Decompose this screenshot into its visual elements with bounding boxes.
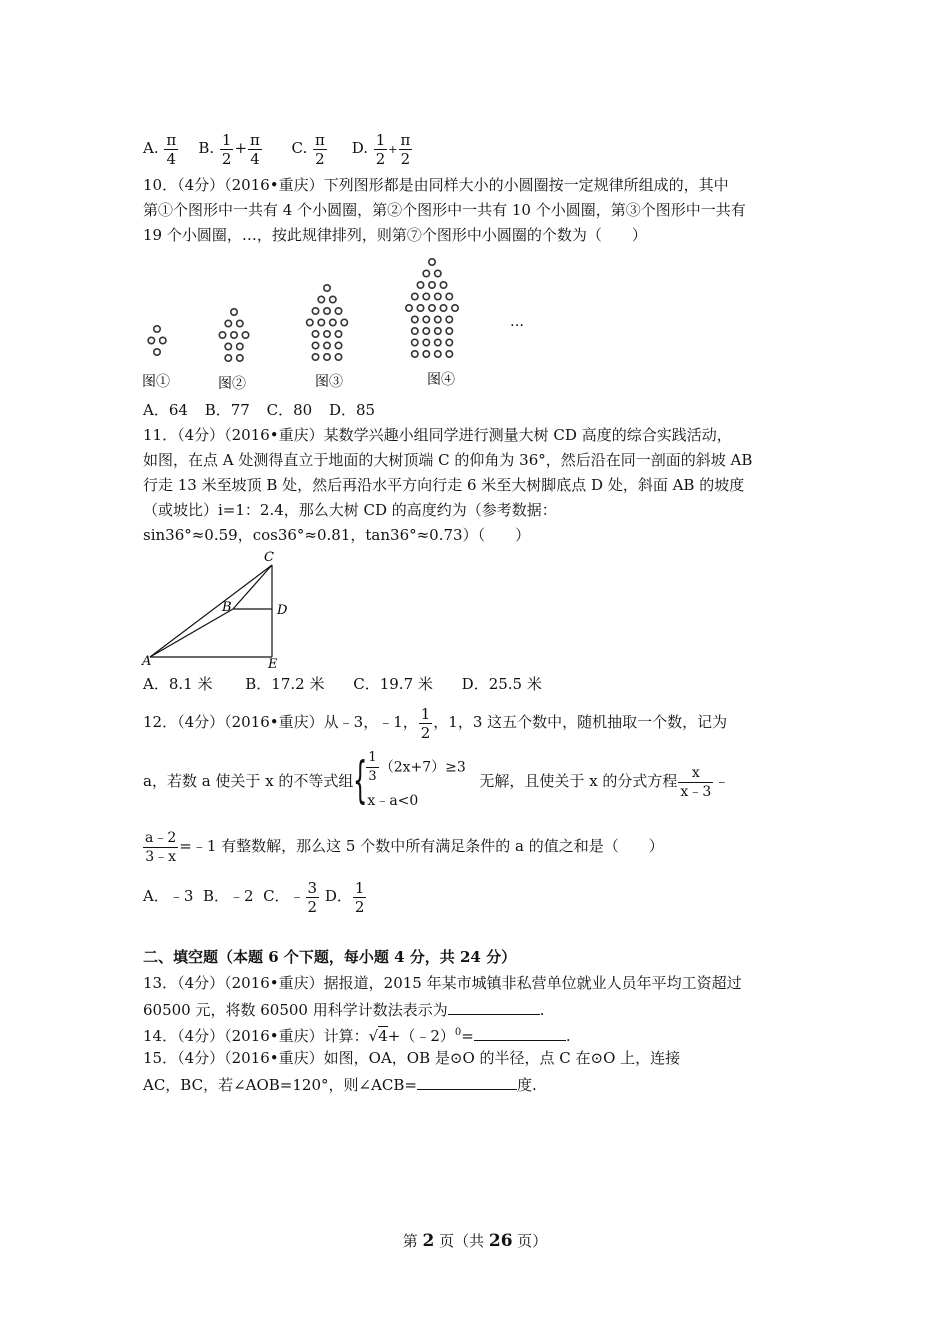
q11-point-E: E bbox=[268, 657, 278, 672]
q10-fig-label-2: 图② bbox=[218, 376, 246, 392]
q9-option-d-plus: + bbox=[388, 143, 398, 156]
q12-option-c-fraction: $\frac{3}{2}$ bbox=[307, 878, 318, 916]
pattern-circle-fig3 bbox=[324, 354, 330, 360]
pattern-circle-fig2 bbox=[231, 309, 237, 315]
pattern-circle-fig4 bbox=[435, 316, 441, 322]
pattern-circle-fig4 bbox=[429, 282, 435, 288]
q11-line-1: 11．（4分）（2016•重庆）某数学兴趣小组同学进行测量大树 CD 高度的综合实践活动， bbox=[143, 426, 732, 444]
pattern-circle-fig4 bbox=[412, 339, 418, 345]
pattern-circle-fig3 bbox=[318, 319, 324, 325]
q11-point-B: B bbox=[222, 600, 232, 615]
pattern-circle-fig1 bbox=[154, 349, 160, 355]
q12-brace: { bbox=[353, 751, 368, 809]
pattern-circle-fig4 bbox=[417, 282, 423, 288]
q10-option-c: C．80 bbox=[266, 401, 313, 419]
q11-point-A: A bbox=[142, 654, 152, 669]
q15-line-2-pre: AC，BC，若∠AOB=120°，则∠ACB= bbox=[143, 1076, 417, 1094]
q15-line-2 bbox=[143, 1073, 537, 1095]
pattern-circle-fig3 bbox=[330, 319, 336, 325]
q12-half-fraction: $\frac{1}{2}$ bbox=[420, 704, 431, 742]
pattern-circle-fig4 bbox=[446, 316, 452, 322]
footer-post: 页） bbox=[512, 1232, 548, 1250]
pattern-circle-fig3 bbox=[324, 285, 330, 291]
q9-option-b-fraction-2: $\frac{\pi}{4}$ bbox=[250, 130, 260, 168]
q12-options bbox=[143, 876, 367, 916]
q11-line-4: （或坡比）i=1：2.4，那么大树 CD 的高度约为（参考数据： bbox=[143, 501, 557, 519]
q12-line-3 bbox=[143, 824, 664, 868]
pattern-circle-fig3 bbox=[341, 319, 347, 325]
pattern-circle-fig3 bbox=[312, 331, 318, 337]
q11-line-3: 行走 13 米至坡顶 B 处，然后再沿水平方向行走 6 米至大树脚底点 D 处，斜面 AB 的坡度 bbox=[143, 476, 745, 494]
q10-circle-pattern-figure bbox=[130, 250, 550, 395]
q12-line-1-pre: 12．（4分）（2016•重庆）从﹣3，﹣1， bbox=[143, 713, 418, 731]
q14-answer-blank bbox=[474, 1024, 566, 1041]
pattern-circle-fig2 bbox=[225, 343, 231, 349]
q12-option-c: C．﹣ bbox=[263, 887, 305, 905]
q12-line-3-post: =﹣1 有整数解，那么这 5 个数中所有满足条件的 a 的值之和是（ ） bbox=[179, 837, 664, 855]
q9-option-d-fraction-2: $\frac{\pi}{2}$ bbox=[400, 130, 411, 168]
pattern-circle-fig4 bbox=[412, 328, 418, 334]
q14-sqrt-sign: √ bbox=[368, 1027, 379, 1045]
q12-line-2 bbox=[143, 748, 729, 814]
q14-sqrt-arg: 4 bbox=[378, 1027, 388, 1045]
footer-pre: 第 bbox=[402, 1232, 423, 1250]
q13-line-2-text: 60500 元，将数 60500 用科学计数法表示为 bbox=[143, 1001, 448, 1019]
q14-line bbox=[143, 1023, 571, 1046]
q9-option-a-fraction: $\frac{\pi}{4}$ bbox=[166, 130, 177, 168]
q10-fig-label-1: 图① bbox=[142, 374, 170, 390]
q11-tree-slope-diagram bbox=[140, 547, 300, 672]
q10-line-1: 10．（4分）（2016•重庆）下列图形都是由同样大小的小圆圈按一定规律所组成的，其中 bbox=[143, 176, 729, 194]
footer-page-number: 2 bbox=[422, 1231, 435, 1251]
q11-option-c: C．19.7 米 bbox=[353, 675, 433, 693]
pattern-circle-fig3 bbox=[307, 319, 313, 325]
q14-end: . bbox=[565, 1027, 571, 1045]
pattern-circle-fig1 bbox=[148, 337, 154, 343]
q11-option-b: B．17.2 米 bbox=[245, 675, 325, 693]
pattern-circle-fig2 bbox=[237, 320, 243, 326]
q12-line-1-post: ，1，3 这五个数中，随机抽取一个数，记为 bbox=[433, 713, 728, 731]
pattern-circle-fig3 bbox=[324, 342, 330, 348]
q12-inequality-2: x﹣a<0 bbox=[367, 793, 419, 809]
pattern-circle-fig3 bbox=[318, 296, 324, 302]
q12-line-2-end: ﹣ bbox=[714, 772, 730, 790]
footer-mid: 页（共 bbox=[434, 1232, 489, 1250]
pattern-circle-fig4 bbox=[435, 328, 441, 334]
q12-line-2-mid: 无解，且使关于 x 的分式方程 bbox=[479, 772, 678, 790]
q12-inequality-system bbox=[353, 749, 479, 815]
pattern-circle-fig3 bbox=[312, 342, 318, 348]
pattern-circle-fig4 bbox=[440, 282, 446, 288]
pattern-circle-fig4 bbox=[412, 351, 418, 357]
line-AC bbox=[150, 565, 272, 657]
pattern-circle-fig2 bbox=[219, 332, 225, 338]
q14-mid: +（﹣2） bbox=[387, 1027, 455, 1045]
q10-line-3: 19 个小圆圈，…，按此规律排列，则第⑦个图形中小圆圈的个数为（ ） bbox=[143, 226, 647, 244]
pattern-circle-fig2 bbox=[242, 332, 248, 338]
pattern-circle-fig4 bbox=[412, 293, 418, 299]
q10-ellipsis: … bbox=[510, 314, 524, 330]
q13-line-1: 13．（4分）（2016•重庆）据报道，2015 年某市城镇非私营单位就业人员年平均工资超过 bbox=[143, 974, 742, 992]
q13-line-2 bbox=[143, 998, 545, 1020]
pattern-circle-fig3 bbox=[324, 331, 330, 337]
pattern-circle-fig1 bbox=[160, 337, 166, 343]
q15-line-1: 15．（4分）（2016•重庆）如图，OA，OB 是⊙O 的半径，点 C 在⊙O 上，连接 bbox=[143, 1049, 681, 1067]
q9-option-c-fraction: $\frac{\pi}{2}$ bbox=[315, 130, 325, 168]
q12-line-2-pre: a，若数 a 使关于 x 的不等式组 bbox=[143, 772, 354, 790]
footer-total-pages: 26 bbox=[488, 1231, 513, 1251]
q9-option-a-label: A. bbox=[143, 139, 159, 157]
pattern-circle-fig4 bbox=[429, 305, 435, 311]
q12-equation-fraction-2: $\frac{a﹣2}{3﹣x}$ bbox=[145, 829, 177, 865]
pattern-circle-fig3 bbox=[335, 342, 341, 348]
pattern-circle-fig3 bbox=[335, 354, 341, 360]
pattern-circle-fig2 bbox=[225, 320, 231, 326]
q9-options bbox=[143, 128, 413, 170]
pattern-circle-fig3 bbox=[312, 308, 318, 314]
pattern-circle-fig2 bbox=[237, 355, 243, 361]
q10-fig-label-3: 图③ bbox=[315, 374, 343, 390]
q9-option-d-fraction-1: $\frac{1}{2}$ bbox=[375, 130, 386, 168]
q13-answer-blank bbox=[448, 998, 540, 1015]
pattern-circle-fig3 bbox=[335, 308, 341, 314]
pattern-circle-fig4 bbox=[423, 328, 429, 334]
pattern-circle-fig4 bbox=[435, 351, 441, 357]
q11-line-5: sin36°≈0.59，cos36°≈0.81，tan36°≈0.73）（ ） bbox=[143, 526, 531, 544]
pattern-circle-fig4 bbox=[446, 328, 452, 334]
pattern-circle-fig4 bbox=[452, 305, 458, 311]
pattern-circle-fig4 bbox=[435, 293, 441, 299]
pattern-circle-fig4 bbox=[429, 259, 435, 265]
pattern-circle-fig2 bbox=[231, 332, 237, 338]
pattern-circle-fig2 bbox=[237, 343, 243, 349]
q14-exponent: 0 bbox=[454, 1027, 462, 1038]
pattern-circle-fig4 bbox=[406, 305, 412, 311]
pattern-circle-fig3 bbox=[335, 331, 341, 337]
q11-line-2: 如图，在点 A 处测得直立于地面的大树顶端 C 的仰角为 36°，然后沿在同一剖面的斜坡 AB bbox=[143, 451, 753, 469]
q13-line-2-end: . bbox=[539, 1001, 545, 1019]
pattern-circle-fig3 bbox=[324, 308, 330, 314]
q10-option-b: B．77 bbox=[204, 401, 250, 419]
q12-equation-fraction: $\frac{x}{x﹣3}$ bbox=[680, 764, 712, 800]
q15-line-2-end: 度. bbox=[516, 1076, 537, 1094]
pattern-circle-fig3 bbox=[312, 354, 318, 360]
q11-options bbox=[143, 674, 542, 694]
q9-option-c-label: C. bbox=[291, 139, 308, 157]
q11-point-D: D bbox=[277, 603, 288, 618]
q10-fig-label-4: 图④ bbox=[427, 372, 455, 388]
q9-option-b-fraction-1: $\frac{1}{2}$ bbox=[221, 130, 232, 168]
q12-line-1 bbox=[143, 702, 727, 742]
q11-point-C: C bbox=[264, 550, 274, 565]
q12-option-b: B．﹣2 bbox=[202, 887, 254, 905]
q10-option-d: D．85 bbox=[328, 401, 376, 419]
q15-answer-blank bbox=[417, 1073, 517, 1090]
pattern-circle-fig1 bbox=[154, 326, 160, 332]
pattern-circle-fig3 bbox=[330, 296, 336, 302]
pattern-circle-fig4 bbox=[423, 351, 429, 357]
q12-option-d: D． bbox=[324, 887, 352, 905]
q12-option-d-fraction: $\frac{1}{2}$ bbox=[354, 878, 365, 916]
line-AB bbox=[150, 609, 233, 657]
pattern-circle-fig4 bbox=[440, 305, 446, 311]
q12-option-a: A．﹣3 bbox=[143, 887, 194, 905]
section-2-heading: 二、填空题（本题 6 个下题，每小题 4 分，共 24 分） bbox=[143, 948, 517, 966]
pattern-circle-fig2 bbox=[225, 355, 231, 361]
q9-option-b-plus: + bbox=[234, 139, 248, 157]
pattern-circle-fig4 bbox=[435, 270, 441, 276]
pattern-circle-fig4 bbox=[423, 316, 429, 322]
q10-line-2: 第①个图形中一共有 4 个小圆圈，第②个图形中一共有 10 个小圆圈，第③个图形中一共有 bbox=[143, 201, 746, 219]
q14-pre: 14．（4分）（2016•重庆）计算： bbox=[143, 1027, 369, 1045]
page-footer bbox=[0, 1230, 950, 1251]
pattern-circle-fig4 bbox=[446, 339, 452, 345]
pattern-circle-fig4 bbox=[446, 351, 452, 357]
q10-options bbox=[143, 400, 387, 420]
pattern-circle-fig4 bbox=[423, 293, 429, 299]
q14-equals: = bbox=[461, 1027, 474, 1045]
pattern-circle-fig4 bbox=[412, 316, 418, 322]
pattern-circle-fig4 bbox=[423, 270, 429, 276]
pattern-circle-fig4 bbox=[435, 339, 441, 345]
line-BC bbox=[233, 565, 272, 609]
q10-option-a: A．64 bbox=[143, 401, 188, 419]
pattern-circle-fig4 bbox=[423, 339, 429, 345]
q12-inequality-1: $\frac{1}{3}$ （2x+7）≥3 bbox=[368, 750, 466, 784]
q11-option-d: D．25.5 米 bbox=[461, 675, 542, 693]
pattern-circle-fig4 bbox=[417, 305, 423, 311]
pattern-circle-fig4 bbox=[446, 293, 452, 299]
q9-option-b-label: B. bbox=[198, 139, 215, 157]
q11-option-a: A．8.1 米 bbox=[143, 675, 213, 693]
q9-option-d-label: D. bbox=[351, 139, 368, 157]
